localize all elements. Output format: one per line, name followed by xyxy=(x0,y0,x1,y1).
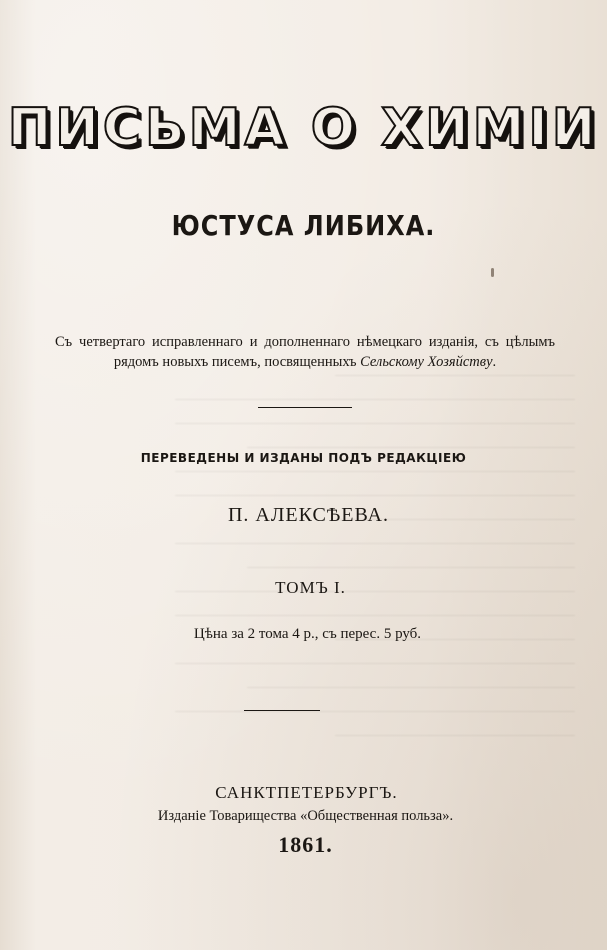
agriculture-italic: Сельскому Хозяйству xyxy=(360,354,493,370)
edition-note-line-2-suffix: . xyxy=(492,354,497,370)
edition-note-line-2-prefix: рядомъ новыхъ писемъ, посвященныхъ xyxy=(113,354,361,370)
divider-rule-bottom xyxy=(244,710,320,711)
book-title: ПИСЬМА О ХИМІИ xyxy=(7,98,600,158)
publication-city: САНКТПЕТЕРБУРГЪ. xyxy=(215,783,398,802)
price-line: Цѣна за 2 тома 4 р., съ перес. 5 руб. xyxy=(193,626,422,642)
ink-spot xyxy=(491,268,494,277)
edition-note xyxy=(55,332,555,372)
divider-rule-top xyxy=(258,407,352,408)
editor-name: П. АЛЕКСѢЕВА. xyxy=(227,504,389,526)
volume-number: ТОМЪ I. xyxy=(275,578,346,597)
edition-note-line-1: Съ четвертаго исправленнаго и дополненнаго нѣмецкаго изданія, съ цѣлымъ xyxy=(55,334,555,350)
publisher-line: Изданіе Товарищества «Общественная польза». xyxy=(157,808,454,824)
edition-note-line-2 xyxy=(55,352,555,372)
translated-edited-line: ПЕРЕВЕДЕНЫ И ИЗДАНЫ ПОДЪ РЕДАКЦІЕЮ xyxy=(140,451,467,465)
bleed-through-texture xyxy=(175,375,575,755)
publication-year: 1861. xyxy=(278,832,333,857)
author-name: ЮСТУСА ЛИБИХА. xyxy=(171,209,436,243)
